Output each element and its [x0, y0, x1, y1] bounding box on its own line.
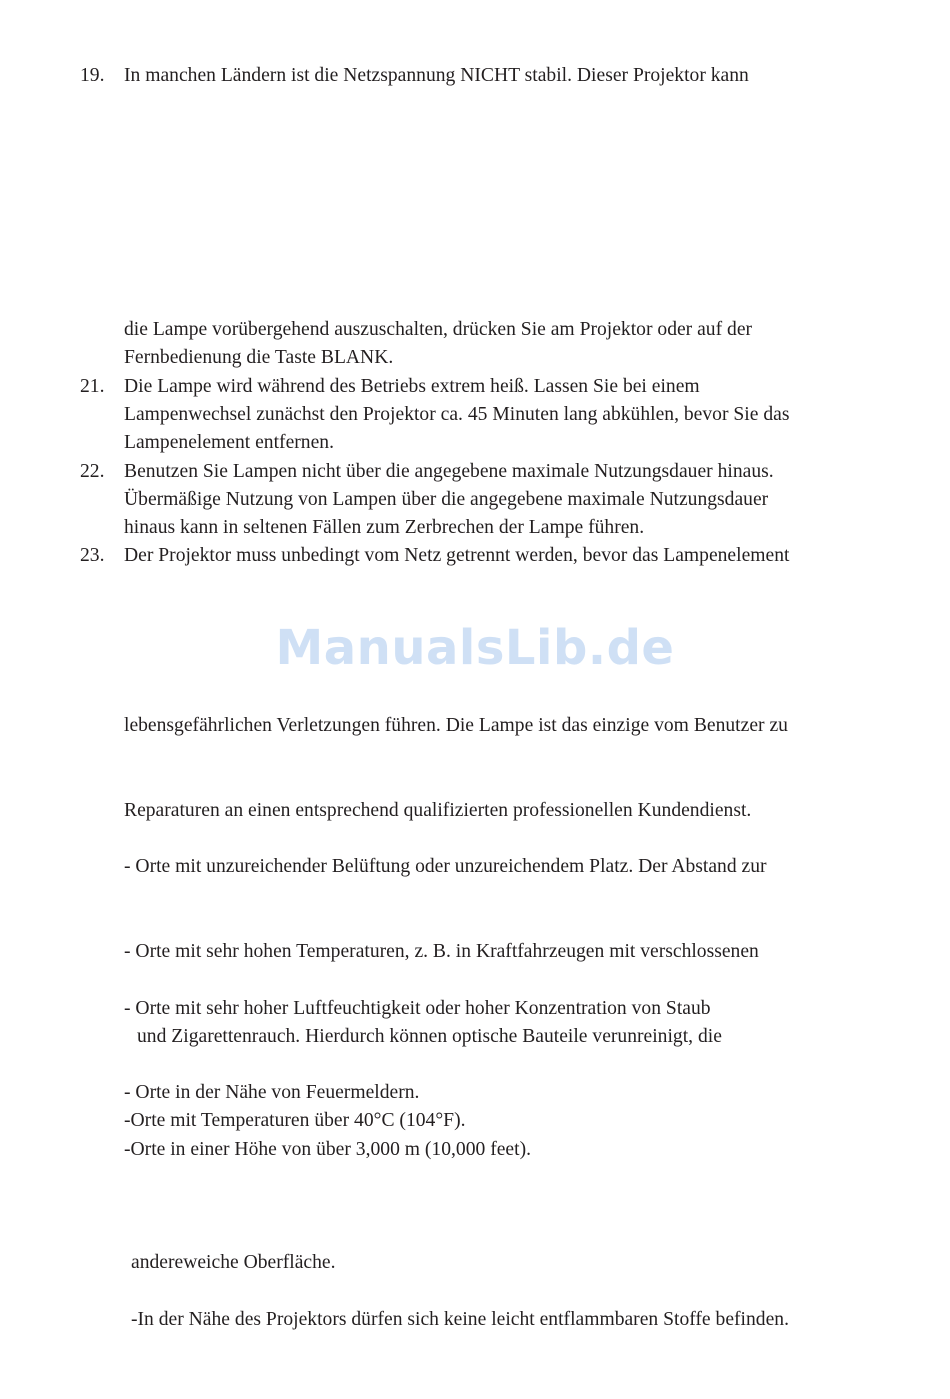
item-number: 19.	[80, 65, 105, 86]
item-text: Benutzen Sie Lampen nicht über die angegebene maximale Nutzungsdauer hinaus.	[124, 461, 774, 482]
item-text: lebensgefährlichen Verletzungen führen. Die Lampe ist das einzige vom Benutzer zu	[124, 715, 788, 736]
item-number: 21.	[80, 376, 105, 397]
item-text: hinaus kann in seltenen Fällen zum Zerbrechen der Lampe führen.	[124, 517, 645, 538]
item-text: Lampenwechsel zunächst den Projektor ca. 45 Minuten lang abkühlen, bevor Sie das	[124, 404, 790, 425]
item-text: Fernbedienung die Taste BLANK.	[124, 347, 394, 368]
watermark: ManualsLib.de	[275, 620, 675, 676]
item-text: -In der Nähe des Projektors dürfen sich keine leicht entflammbaren Stoffe befinden.	[131, 1309, 789, 1330]
item-text: - Orte in der Nähe von Feuermeldern.	[124, 1082, 420, 1103]
item-text: In manchen Ländern ist die Netzspannung NICHT stabil. Dieser Projektor kann	[124, 65, 749, 86]
item-text: Die Lampe wird während des Betriebs extrem heiß. Lassen Sie bei einem	[124, 376, 700, 397]
item-text: Übermäßige Nutzung von Lampen über die angegebene maximale Nutzungsdauer	[124, 489, 769, 510]
item-text: -Orte mit Temperaturen über 40°C (104°F).	[124, 1110, 466, 1131]
item-text: - Orte mit sehr hoher Luftfeuchtigkeit oder hoher Konzentration von Staub	[124, 998, 711, 1019]
item-text: andereweiche Oberfläche.	[131, 1252, 336, 1273]
item-text: Lampenelement entfernen.	[124, 432, 334, 453]
item-text: Reparaturen an einen entsprechend qualifizierten professionellen Kundendienst.	[124, 800, 752, 821]
item-text: Der Projektor muss unbedingt vom Netz getrennt werden, bevor das Lampenelement	[124, 545, 790, 566]
item-text: - Orte mit sehr hohen Temperaturen, z. B. in Kraftfahrzeugen mit verschlossenen	[124, 941, 759, 962]
item-number: 22.	[80, 461, 105, 482]
item-text: - Orte mit unzureichender Belüftung oder unzureichendem Platz. Der Abstand zur	[124, 856, 767, 877]
item-text: und Zigarettenrauch. Hierdurch können optische Bauteile verunreinigt, die	[137, 1026, 722, 1047]
item-number: 23.	[80, 545, 105, 566]
item-text: -Orte in einer Höhe von über 3,000 m (10,000 feet).	[124, 1139, 531, 1160]
item-text: die Lampe vorübergehend auszuschalten, drücken Sie am Projektor oder auf der	[124, 319, 753, 340]
